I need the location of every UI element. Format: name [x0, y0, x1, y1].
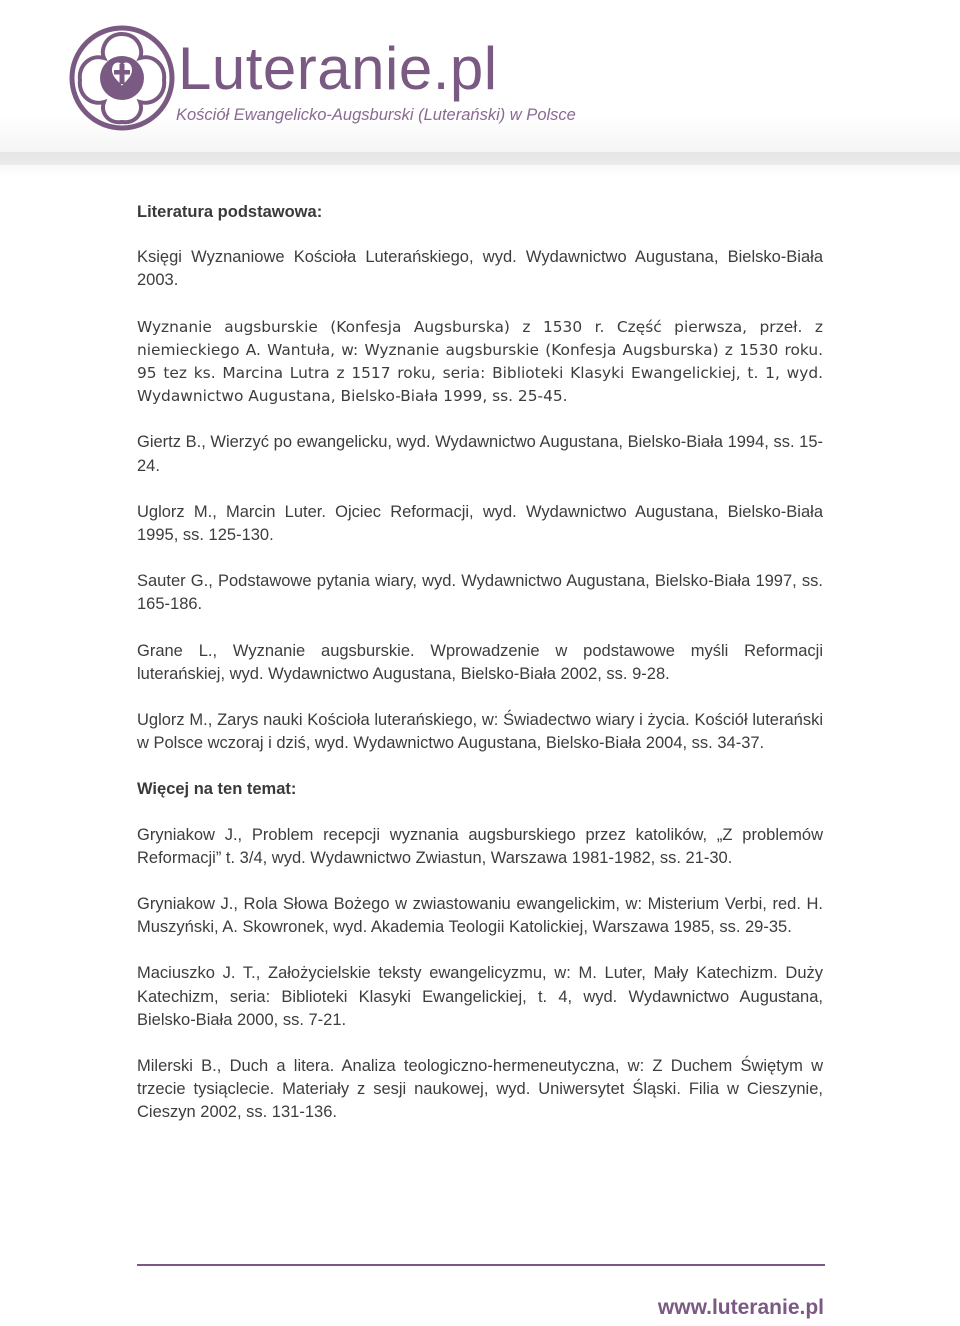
bibliography-entry: Maciuszko J. T., Założycielskie teksty ewangelicyzmu, w: M. Luter, Mały Katechizm. Duży Katechizm, seria: Biblioteki Klasyki Ewangelickiej, t. 4, wyd. Wydawnictwo Augustana, Bielsko-Biała 2000, ss. 7-21. — [137, 964, 823, 1029]
bibliography-entry: Grane L., Wyznanie augsburskie. Wprowadzenie w podstawowe myśli Reformacji luterańskiej, wyd. Wydawnictwo Augustana, Bielsko-Biała 2002, ss. 9-28. — [137, 641, 823, 683]
footer-url: www.luteranie.pl — [657, 1296, 824, 1319]
bibliography-entry: Uglorz M., Marcin Luter. Ojciec Reformacji, wyd. Wydawnictwo Augustana, Bielsko-Biała 1995, ss. 125-130. — [137, 502, 823, 545]
footer-divider — [137, 1264, 825, 1266]
bibliography-entry: Gryniakow J., Rola Słowa Bożego w zwiastowaniu ewangelickim, w: Misterium Verbi, red. H. Muszyński, A. Skowronek, wyd. Akademia Teologii Katolickiej, Warszawa 1985, ss. 29-35. — [137, 895, 823, 937]
logo-title: Luteranie.pl — [178, 35, 498, 102]
bibliography-entry: Gryniakow J., Problem recepcji wyznania augsburskiego przez katolików, „Z problemów Reformacji” t. 3/4, wyd. Wydawnictwo Zwiastun, Warszawa 1981-1982, ss. 21-30. — [137, 825, 823, 867]
bibliography-entry: Sauter G., Podstawowe pytania wiary, wyd. Wydawnictwo Augustana, Bielsko-Biała 1997, ss. 165-186. — [137, 572, 823, 614]
bibliography-entry: Księgi Wyznaniowe Kościoła Luterańskiego, wyd. Wydawnictwo Augustana, Bielsko-Biała 2003. — [137, 248, 823, 290]
section-heading-basic: Literatura podstawowa: — [137, 203, 323, 221]
bibliography-entry: Giertz B., Wierzyć po ewangelicku, wyd. Wydawnictwo Augustana, Bielsko-Biała 1994, ss. 15-24. — [137, 433, 823, 475]
luther-rose-icon — [68, 24, 176, 132]
header-shadow — [0, 152, 960, 176]
logo-subtitle: Kościół Ewangelicko-Augsburski (Luterański) w Polsce — [176, 106, 576, 124]
bibliography-entry: Wyznanie augsburskie (Konfesja Augsburska) z 1530 r. Część pierwsza, przeł. z niemieckiego A. Wantuła, w: Wyznanie augsburskie (Konfesja Augsburska) z 1530 roku. 95 tez ks. Marcina Lutra z 1517 roku, seria: Biblioteki Klasyki Ewangelickiej, t. 1, wyd. Wydawnictwo Augustana, Bielsko-Biała 1999, ss. 25-45. — [137, 317, 823, 406]
section-heading-more: Więcej na ten temat: — [137, 780, 297, 799]
bibliography-entry: Milerski B., Duch a litera. Analiza teologiczno-hermeneutyczna, w: Z Duchem Świętym w trzecie tysiąclecie. Materiały z sesji naukowej, wyd. Uniwersytet Śląski. Filia w Cieszynie, Cieszyn 2002, ss. 131-136. — [137, 1057, 823, 1122]
bibliography-entry: Uglorz M., Zarys nauki Kościoła luterańskiego, w: Świadectwo wiary i życia. Kościół luterański w Polsce wczoraj i dziś, wyd. Wydawnictwo Augustana, Bielsko-Biała 2004, ss. 34-37. — [137, 711, 823, 753]
document-body — [137, 201, 823, 1148]
